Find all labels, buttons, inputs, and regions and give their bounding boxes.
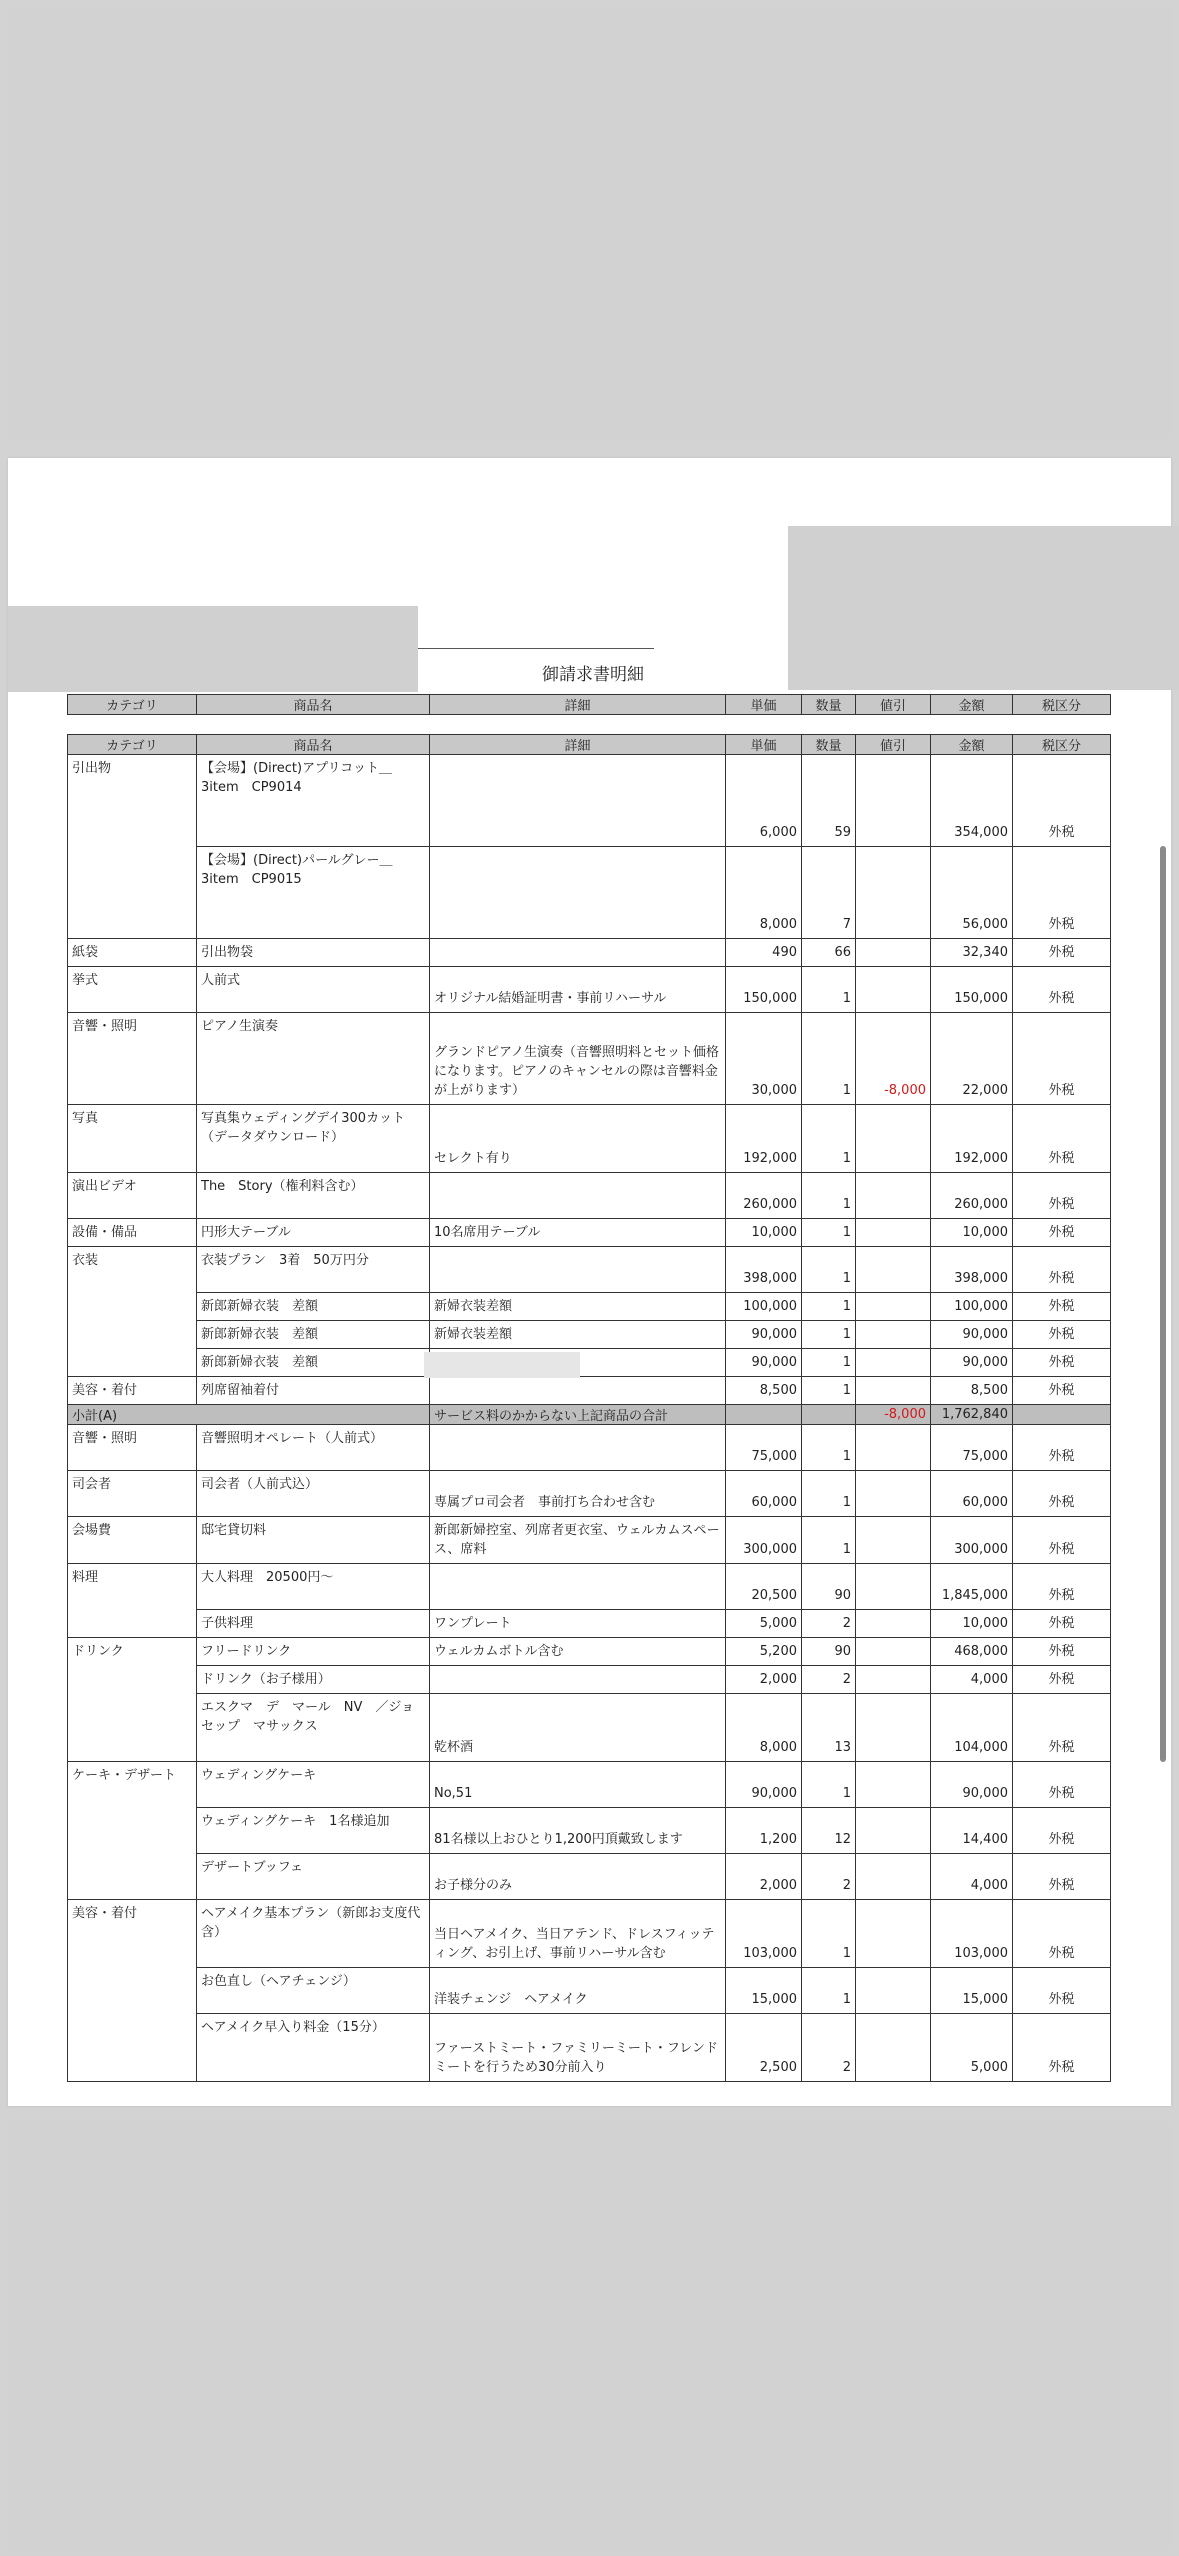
detail-cell: セレクト有り xyxy=(430,1105,726,1173)
detail-cell: 乾杯酒 xyxy=(430,1694,726,1762)
table-row xyxy=(68,755,1111,847)
discount-cell xyxy=(856,1173,931,1219)
unit-price-cell: 2,500 xyxy=(726,2014,802,2082)
unit-price-cell: 90,000 xyxy=(726,1762,802,1808)
unit-price-cell: 20,500 xyxy=(726,1564,802,1610)
discount-cell: -8,000 xyxy=(856,1013,931,1105)
tax-cell: 外税 xyxy=(1013,2014,1111,2082)
category-cell xyxy=(68,1968,197,2014)
product-cell: 子供料理 xyxy=(197,1610,430,1638)
detail-cell xyxy=(430,755,726,847)
tax-cell: 外税 xyxy=(1013,1425,1111,1471)
tax-cell: 外税 xyxy=(1013,1808,1111,1854)
tax-cell: 外税 xyxy=(1013,755,1111,847)
quantity-cell: 1 xyxy=(802,1762,856,1808)
invoice-table xyxy=(67,734,1111,2082)
col-category: カテゴリ xyxy=(68,695,197,715)
category-cell xyxy=(68,1808,197,1854)
col-product: 商品名 xyxy=(197,735,430,755)
tax-cell: 外税 xyxy=(1013,1638,1111,1666)
detail-cell xyxy=(430,1666,726,1694)
discount-cell xyxy=(856,1854,931,1900)
unit-price-cell: 8,500 xyxy=(726,1377,802,1405)
discount-cell xyxy=(856,1247,931,1293)
table-row xyxy=(68,1694,1111,1762)
tax-cell: 外税 xyxy=(1013,1471,1111,1517)
unit-price-cell: 90,000 xyxy=(726,1321,802,1349)
category-cell: 美容・着付 xyxy=(68,1900,197,1968)
category-cell xyxy=(68,1854,197,1900)
discount-cell xyxy=(856,1900,931,1968)
detail-cell xyxy=(430,1425,726,1471)
product-cell: 【会場】(Direct)アプリコット＿3item CP9014 xyxy=(197,755,430,847)
quantity-cell: 1 xyxy=(802,1219,856,1247)
unit-price-cell: 150,000 xyxy=(726,967,802,1013)
tax-cell: 外税 xyxy=(1013,1173,1111,1219)
product-cell: エスクマ デ マール NV ／ジョセップ マサックス xyxy=(197,1694,430,1762)
quantity-cell: 1 xyxy=(802,1013,856,1105)
product-cell: ウェディングケーキ xyxy=(197,1762,430,1808)
tax-cell: 外税 xyxy=(1013,1610,1111,1638)
table-row xyxy=(68,2014,1111,2082)
amount-cell: 192,000 xyxy=(931,1105,1013,1173)
quantity-cell: 66 xyxy=(802,939,856,967)
col-amount: 金額 xyxy=(931,695,1013,715)
discount-cell xyxy=(856,755,931,847)
col-unit-price: 単価 xyxy=(726,735,802,755)
category-cell: 音響・照明 xyxy=(68,1013,197,1105)
amount-cell: 10,000 xyxy=(931,1610,1013,1638)
unit-price-cell: 5,200 xyxy=(726,1638,802,1666)
tax-cell: 外税 xyxy=(1013,1517,1111,1564)
scrollbar[interactable] xyxy=(1160,846,1166,1762)
category-cell xyxy=(68,1694,197,1762)
col-quantity: 数量 xyxy=(802,695,856,715)
table-row xyxy=(68,1321,1111,1349)
table-row xyxy=(68,847,1111,939)
unit-price-cell: 192,000 xyxy=(726,1105,802,1173)
quantity-cell: 59 xyxy=(802,755,856,847)
product-cell: 衣装プラン 3着 50万円分 xyxy=(197,1247,430,1293)
detail-cell: No,51 xyxy=(430,1762,726,1808)
quantity-cell: 1 xyxy=(802,1425,856,1471)
discount-cell xyxy=(856,1293,931,1321)
category-cell: 美容・着付 xyxy=(68,1377,197,1405)
unit-price-cell: 300,000 xyxy=(726,1517,802,1564)
discount-cell xyxy=(856,967,931,1013)
unit-price-cell: 1,200 xyxy=(726,1808,802,1854)
product-cell: 引出物袋 xyxy=(197,939,430,967)
table-row xyxy=(68,1564,1111,1610)
col-quantity: 数量 xyxy=(802,735,856,755)
col-unit-price: 単価 xyxy=(726,695,802,715)
quantity-cell: 13 xyxy=(802,1694,856,1762)
category-cell: 衣装 xyxy=(68,1247,197,1293)
amount-cell: 398,000 xyxy=(931,1247,1013,1293)
quantity-cell: 1 xyxy=(802,967,856,1013)
quantity-cell: 1 xyxy=(802,1321,856,1349)
detail-cell: 洋装チェンジ ヘアメイク xyxy=(430,1968,726,2014)
product-cell: 司会者（人前式込） xyxy=(197,1471,430,1517)
tax-cell: 外税 xyxy=(1013,1105,1111,1173)
col-category: カテゴリ xyxy=(68,735,197,755)
amount-cell: 90,000 xyxy=(931,1762,1013,1808)
product-cell: ヘアメイク基本プラン（新郎お支度代含） xyxy=(197,1900,430,1968)
discount-cell xyxy=(856,1425,931,1471)
col-discount: 値引 xyxy=(856,735,931,755)
table-row xyxy=(68,1013,1111,1105)
tax-cell: 外税 xyxy=(1013,1321,1111,1349)
detail-cell: オリジナル結婚証明書・事前リハーサル xyxy=(430,967,726,1013)
category-cell xyxy=(68,2014,197,2082)
unit-price-cell: 100,000 xyxy=(726,1293,802,1321)
table-row xyxy=(68,1762,1111,1808)
product-cell: フリードリンク xyxy=(197,1638,430,1666)
category-cell: 設備・備品 xyxy=(68,1219,197,1247)
quantity-cell: 2 xyxy=(802,1854,856,1900)
table-row xyxy=(68,1349,1111,1377)
table-row xyxy=(68,1247,1111,1293)
amount-cell: 260,000 xyxy=(931,1173,1013,1219)
quantity-cell: 1 xyxy=(802,1247,856,1293)
unit-price-cell: 5,000 xyxy=(726,1610,802,1638)
detail-cell: ワンプレート xyxy=(430,1610,726,1638)
subtotal-amount: 1,762,840 xyxy=(931,1405,1013,1425)
subtotal-label: 小計(A) xyxy=(68,1405,430,1425)
product-cell: お色直し（ヘアチェンジ） xyxy=(197,1968,430,2014)
product-cell: 【会場】(Direct)パールグレー＿3item CP9015 xyxy=(197,847,430,939)
category-cell xyxy=(68,847,197,939)
table-row xyxy=(68,1377,1111,1405)
detail-cell: 当日ヘアメイク、当日アテンド、ドレスフィッティング、お引上げ、事前リハーサル含む xyxy=(430,1900,726,1968)
tax-cell: 外税 xyxy=(1013,1666,1111,1694)
discount-cell xyxy=(856,1638,931,1666)
quantity-cell: 7 xyxy=(802,847,856,939)
product-cell: 写真集ウェディングデイ300カット（データダウンロード） xyxy=(197,1105,430,1173)
subtotal-discount: -8,000 xyxy=(856,1405,931,1425)
col-discount: 値引 xyxy=(856,695,931,715)
product-cell: デザートブッフェ xyxy=(197,1854,430,1900)
table-row xyxy=(68,1610,1111,1638)
amount-cell: 15,000 xyxy=(931,1968,1013,2014)
detail-cell: お子様分のみ xyxy=(430,1854,726,1900)
unit-price-cell: 10,000 xyxy=(726,1219,802,1247)
redaction-box xyxy=(788,526,1179,690)
amount-cell: 10,000 xyxy=(931,1219,1013,1247)
product-cell: ヘアメイク早入り料金（15分） xyxy=(197,2014,430,2082)
amount-cell: 8,500 xyxy=(931,1377,1013,1405)
detail-cell: 新郎新婦控室、列席者更衣室、ウェルカムスペース、席料 xyxy=(430,1517,726,1564)
product-cell: ドリンク（お子様用） xyxy=(197,1666,430,1694)
quantity-cell: 90 xyxy=(802,1564,856,1610)
tax-cell: 外税 xyxy=(1013,967,1111,1013)
tax-cell: 外税 xyxy=(1013,939,1111,967)
unit-price-cell: 103,000 xyxy=(726,1900,802,1968)
product-cell: 円形大テーブル xyxy=(197,1219,430,1247)
redaction-box xyxy=(424,1352,580,1378)
tax-cell: 外税 xyxy=(1013,1900,1111,1968)
category-cell: ケーキ・デザート xyxy=(68,1762,197,1808)
discount-cell xyxy=(856,939,931,967)
quantity-cell: 12 xyxy=(802,1808,856,1854)
amount-cell: 56,000 xyxy=(931,847,1013,939)
unit-price-cell: 260,000 xyxy=(726,1173,802,1219)
detail-cell xyxy=(430,847,726,939)
table-row xyxy=(68,1666,1111,1694)
amount-cell: 1,845,000 xyxy=(931,1564,1013,1610)
unit-price-cell: 6,000 xyxy=(726,755,802,847)
unit-price-cell: 60,000 xyxy=(726,1471,802,1517)
quantity-cell: 1 xyxy=(802,1105,856,1173)
product-cell: 新郎新婦衣装 差額 xyxy=(197,1349,430,1377)
detail-cell xyxy=(430,1564,726,1610)
redacted-area-bottom xyxy=(8,2122,1171,2550)
product-cell: The Story（権利料含む） xyxy=(197,1173,430,1219)
header-strip xyxy=(67,694,1111,715)
unit-price-cell: 30,000 xyxy=(726,1013,802,1105)
tax-cell: 外税 xyxy=(1013,1293,1111,1321)
discount-cell xyxy=(856,2014,931,2082)
quantity-cell: 2 xyxy=(802,1666,856,1694)
document-title: 御請求書明細 xyxy=(542,665,644,685)
discount-cell xyxy=(856,1808,931,1854)
category-cell: 紙袋 xyxy=(68,939,197,967)
discount-cell xyxy=(856,1694,931,1762)
product-cell: 新郎新婦衣装 差額 xyxy=(197,1293,430,1321)
unit-price-cell: 8,000 xyxy=(726,847,802,939)
discount-cell xyxy=(856,1564,931,1610)
quantity-cell: 1 xyxy=(802,1517,856,1564)
product-cell: ピアノ生演奏 xyxy=(197,1013,430,1105)
redaction-box xyxy=(8,606,418,692)
category-cell: 引出物 xyxy=(68,755,197,847)
tax-cell: 外税 xyxy=(1013,1377,1111,1405)
quantity-cell: 2 xyxy=(802,2014,856,2082)
quantity-cell: 1 xyxy=(802,1349,856,1377)
amount-cell: 5,000 xyxy=(931,2014,1013,2082)
col-detail: 詳細 xyxy=(430,695,726,715)
detail-cell: 新婦衣装差額 xyxy=(430,1321,726,1349)
table-row xyxy=(68,1900,1111,1968)
category-cell: 会場費 xyxy=(68,1517,197,1564)
col-amount: 金額 xyxy=(931,735,1013,755)
product-cell: 音響照明オペレート（人前式） xyxy=(197,1425,430,1471)
category-cell: 写真 xyxy=(68,1105,197,1173)
tax-cell: 外税 xyxy=(1013,1013,1111,1105)
tax-cell: 外税 xyxy=(1013,1564,1111,1610)
detail-cell: 10名席用テーブル xyxy=(430,1219,726,1247)
discount-cell xyxy=(856,1517,931,1564)
quantity-cell: 1 xyxy=(802,1377,856,1405)
quantity-cell: 1 xyxy=(802,1968,856,2014)
category-cell: ドリンク xyxy=(68,1638,197,1666)
unit-price-cell: 2,000 xyxy=(726,1854,802,1900)
amount-cell: 22,000 xyxy=(931,1013,1013,1105)
table-row xyxy=(68,1517,1111,1564)
redacted-area-top xyxy=(8,6,1171,438)
product-cell: 人前式 xyxy=(197,967,430,1013)
category-cell: 挙式 xyxy=(68,967,197,1013)
discount-cell xyxy=(856,1968,931,2014)
col-product: 商品名 xyxy=(197,695,430,715)
table-row xyxy=(68,1425,1111,1471)
discount-cell xyxy=(856,1219,931,1247)
discount-cell xyxy=(856,1349,931,1377)
table-row xyxy=(68,1173,1111,1219)
amount-cell: 100,000 xyxy=(931,1293,1013,1321)
amount-cell: 4,000 xyxy=(931,1854,1013,1900)
quantity-cell: 2 xyxy=(802,1610,856,1638)
detail-cell xyxy=(430,1173,726,1219)
discount-cell xyxy=(856,1105,931,1173)
detail-cell: ウェルカムボトル含む xyxy=(430,1638,726,1666)
amount-cell: 90,000 xyxy=(931,1349,1013,1377)
category-cell xyxy=(68,1610,197,1638)
product-cell: 新郎新婦衣装 差額 xyxy=(197,1321,430,1349)
unit-price-cell: 490 xyxy=(726,939,802,967)
discount-cell xyxy=(856,1762,931,1808)
col-tax: 税区分 xyxy=(1013,735,1111,755)
detail-cell xyxy=(430,939,726,967)
amount-cell: 150,000 xyxy=(931,967,1013,1013)
table-row xyxy=(68,1854,1111,1900)
product-cell: 邸宅貸切料 xyxy=(197,1517,430,1564)
category-cell: 演出ビデオ xyxy=(68,1173,197,1219)
tax-cell: 外税 xyxy=(1013,1349,1111,1377)
category-cell xyxy=(68,1349,197,1377)
detail-cell: グランドピアノ生演奏（音響照明料とセット価格になります。ピアノのキャンセルの際は音響料金が上がります） xyxy=(430,1013,726,1105)
category-cell: 音響・照明 xyxy=(68,1425,197,1471)
discount-cell xyxy=(856,1471,931,1517)
discount-cell xyxy=(856,1666,931,1694)
unit-price-cell: 75,000 xyxy=(726,1425,802,1471)
quantity-cell: 1 xyxy=(802,1173,856,1219)
quantity-cell: 1 xyxy=(802,1900,856,1968)
discount-cell xyxy=(856,1377,931,1405)
table-row xyxy=(68,1105,1111,1173)
amount-cell: 75,000 xyxy=(931,1425,1013,1471)
product-cell: 列席留袖着付 xyxy=(197,1377,430,1405)
amount-cell: 103,000 xyxy=(931,1900,1013,1968)
product-cell: ウェディングケーキ 1名様追加 xyxy=(197,1808,430,1854)
col-tax: 税区分 xyxy=(1013,695,1111,715)
detail-cell: 専属プロ司会者 事前打ち合わせ含む xyxy=(430,1471,726,1517)
unit-price-cell: 15,000 xyxy=(726,1968,802,2014)
unit-price-cell: 2,000 xyxy=(726,1666,802,1694)
discount-cell xyxy=(856,1321,931,1349)
tax-cell: 外税 xyxy=(1013,847,1111,939)
unit-price-cell: 8,000 xyxy=(726,1694,802,1762)
table-row xyxy=(68,1293,1111,1321)
amount-cell: 468,000 xyxy=(931,1638,1013,1666)
amount-cell: 354,000 xyxy=(931,755,1013,847)
amount-cell: 4,000 xyxy=(931,1666,1013,1694)
category-cell xyxy=(68,1666,197,1694)
unit-price-cell: 398,000 xyxy=(726,1247,802,1293)
table-row xyxy=(68,1219,1111,1247)
category-cell xyxy=(68,1321,197,1349)
col-detail: 詳細 xyxy=(430,735,726,755)
unit-price-cell: 90,000 xyxy=(726,1349,802,1377)
tax-cell: 外税 xyxy=(1013,1694,1111,1762)
category-cell: 司会者 xyxy=(68,1471,197,1517)
tax-cell: 外税 xyxy=(1013,1968,1111,2014)
category-cell: 料理 xyxy=(68,1564,197,1610)
tax-cell: 外税 xyxy=(1013,1854,1111,1900)
table-row xyxy=(68,1471,1111,1517)
tax-cell: 外税 xyxy=(1013,1219,1111,1247)
amount-cell: 14,400 xyxy=(931,1808,1013,1854)
quantity-cell: 1 xyxy=(802,1293,856,1321)
detail-cell xyxy=(430,1247,726,1293)
title-rule xyxy=(418,648,654,649)
tax-cell: 外税 xyxy=(1013,1247,1111,1293)
product-cell: 大人料理 20500円～ xyxy=(197,1564,430,1610)
amount-cell: 300,000 xyxy=(931,1517,1013,1564)
table-row xyxy=(68,939,1111,967)
amount-cell: 90,000 xyxy=(931,1321,1013,1349)
discount-cell xyxy=(856,847,931,939)
amount-cell: 60,000 xyxy=(931,1471,1013,1517)
discount-cell xyxy=(856,1610,931,1638)
table-row xyxy=(68,1968,1111,2014)
detail-cell: ファーストミート・ファミリーミート・フレンドミートを行うため30分前入り xyxy=(430,2014,726,2082)
quantity-cell: 90 xyxy=(802,1638,856,1666)
amount-cell: 104,000 xyxy=(931,1694,1013,1762)
table-row xyxy=(68,1808,1111,1854)
subtotal-row xyxy=(68,1405,1111,1425)
table-row xyxy=(68,967,1111,1013)
category-cell xyxy=(68,1293,197,1321)
table-row xyxy=(68,1638,1111,1666)
subtotal-detail: サービス料のかからない上記商品の合計 xyxy=(430,1405,726,1425)
detail-cell: 新婦衣装差額 xyxy=(430,1293,726,1321)
tax-cell: 外税 xyxy=(1013,1762,1111,1808)
detail-cell xyxy=(430,1377,726,1405)
detail-cell: 81名様以上おひとり1,200円頂戴致します xyxy=(430,1808,726,1854)
amount-cell: 32,340 xyxy=(931,939,1013,967)
quantity-cell: 1 xyxy=(802,1471,856,1517)
